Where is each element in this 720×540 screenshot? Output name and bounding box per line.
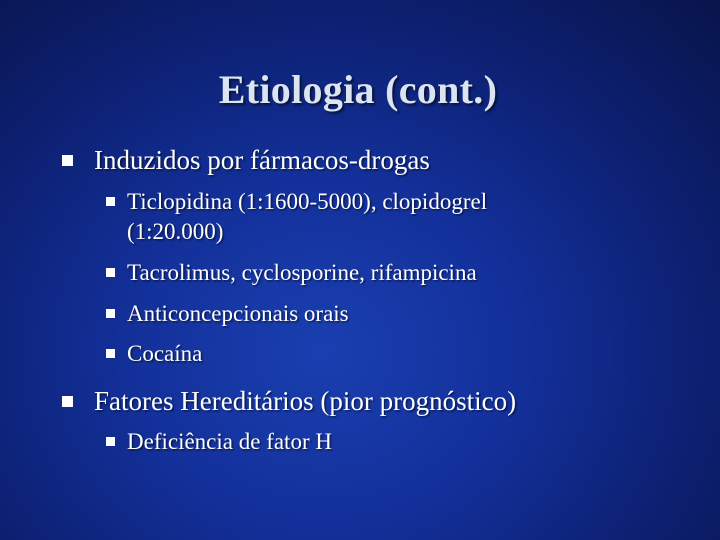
square-bullet-icon bbox=[106, 268, 115, 277]
bullet-text-continued: (1:20.000) bbox=[127, 219, 224, 244]
bullet-text: Ticlopidina (1:1600-5000), clopidogrel bbox=[127, 189, 488, 214]
bullet-text: Fatores Hereditários (pior prognóstico) bbox=[94, 386, 517, 416]
square-bullet-icon bbox=[106, 309, 115, 318]
bullet-text: Anticoncepcionais orais bbox=[127, 301, 349, 326]
bullet-level2 bbox=[106, 427, 332, 457]
bullet-level2 bbox=[106, 258, 477, 288]
bullet-text: Cocaína bbox=[127, 341, 203, 366]
square-bullet-icon bbox=[106, 197, 115, 206]
bullet-text: Deficiência de fator H bbox=[127, 429, 332, 454]
bullet-text: Tacrolimus, cyclosporine, rifampicina bbox=[127, 260, 477, 285]
square-bullet-icon bbox=[106, 349, 115, 358]
bullet-level1 bbox=[62, 384, 516, 418]
bullet-text: Induzidos por fármacos-drogas bbox=[94, 145, 430, 175]
bullet-level1 bbox=[62, 143, 430, 177]
bullet-level2 bbox=[106, 187, 487, 247]
slide-title: Etiologia (cont.) bbox=[218, 67, 498, 112]
square-bullet-icon bbox=[106, 437, 115, 446]
bullet-level2 bbox=[106, 299, 349, 329]
square-bullet-icon bbox=[62, 155, 73, 166]
square-bullet-icon bbox=[62, 396, 73, 407]
bullet-level2 bbox=[106, 339, 202, 369]
